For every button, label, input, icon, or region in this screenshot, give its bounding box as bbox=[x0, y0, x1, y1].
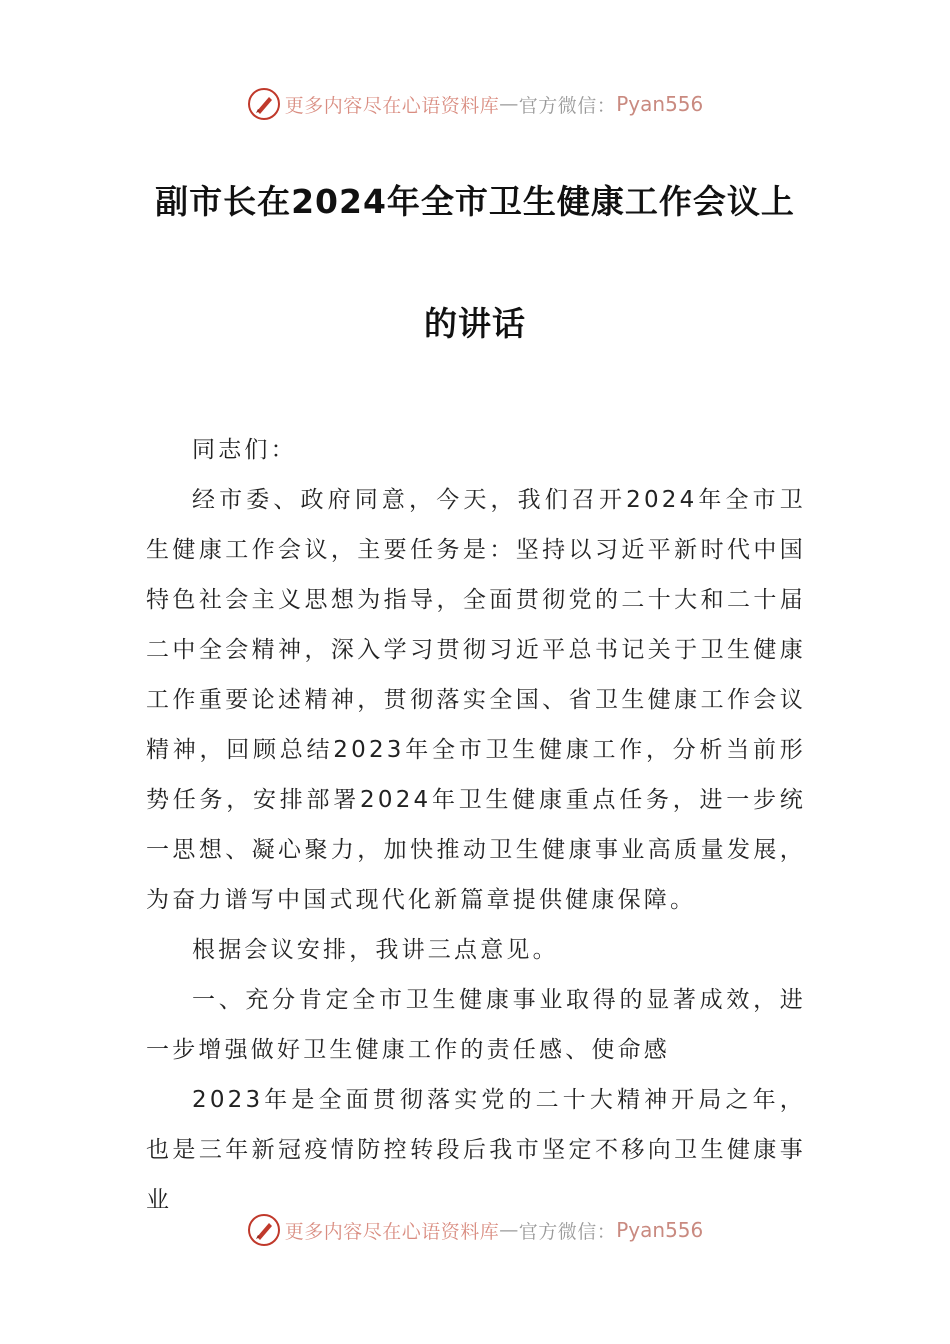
document-body bbox=[146, 425, 806, 1225]
pen-logo-icon bbox=[247, 1213, 281, 1247]
watermark-dash: — bbox=[499, 1219, 519, 1241]
pen-logo-icon bbox=[247, 87, 281, 121]
document-title-line1: 副市长在2024年全市卫生健康工作会议上 bbox=[155, 182, 795, 221]
paragraph: 2023年是全面贯彻落实党的二十大精神开局之年，也是三年新冠疫情防控转段后我市坚定不移向卫生健康事业 bbox=[146, 1087, 806, 1213]
watermark-brand: 更多内容尽在心语资料库 bbox=[284, 1220, 500, 1243]
watermark-footer bbox=[0, 1210, 950, 1250]
watermark-dash: — bbox=[499, 93, 519, 115]
watermark-contact-id: Pyan556 bbox=[616, 1218, 704, 1242]
watermark-brand: 更多内容尽在心语资料库 bbox=[284, 94, 500, 117]
document-title-line2: 的讲话 bbox=[424, 304, 526, 343]
greeting: 同志们： bbox=[192, 437, 297, 463]
watermark-contact-label: 官方微信： bbox=[518, 94, 617, 117]
section-heading: 一、充分肯定全市卫生健康事业取得的显著成效，进一步增强做好卫生健康工作的责任感、使命感 bbox=[146, 987, 806, 1063]
watermark-contact-id: Pyan556 bbox=[616, 92, 704, 116]
paragraph: 经市委、政府同意，今天，我们召开2024年全市卫生健康工作会议，主要任务是：坚持以习近平新时代中国特色社会主义思想为指导，全面贯彻党的二十大和二十届二中全会精神，深入学习贯彻习近平总书记关于卫生健康工作重要论述精神，贯彻落实全国、省卫生健康工作会议精神，回顾总结2023年全市卫生健康工作，分析当前形势任务，安排部署2024年卫生健康重点任务，进一步统一思想、凝心聚力，加快推动卫生健康事业高质量发展，为奋力谱写中国式现代化新篇章提供健康保障。 bbox=[146, 487, 806, 913]
paragraph: 根据会议安排，我讲三点意见。 bbox=[192, 937, 559, 963]
watermark-contact-label: 官方微信： bbox=[518, 1220, 617, 1243]
watermark-header bbox=[0, 84, 950, 124]
